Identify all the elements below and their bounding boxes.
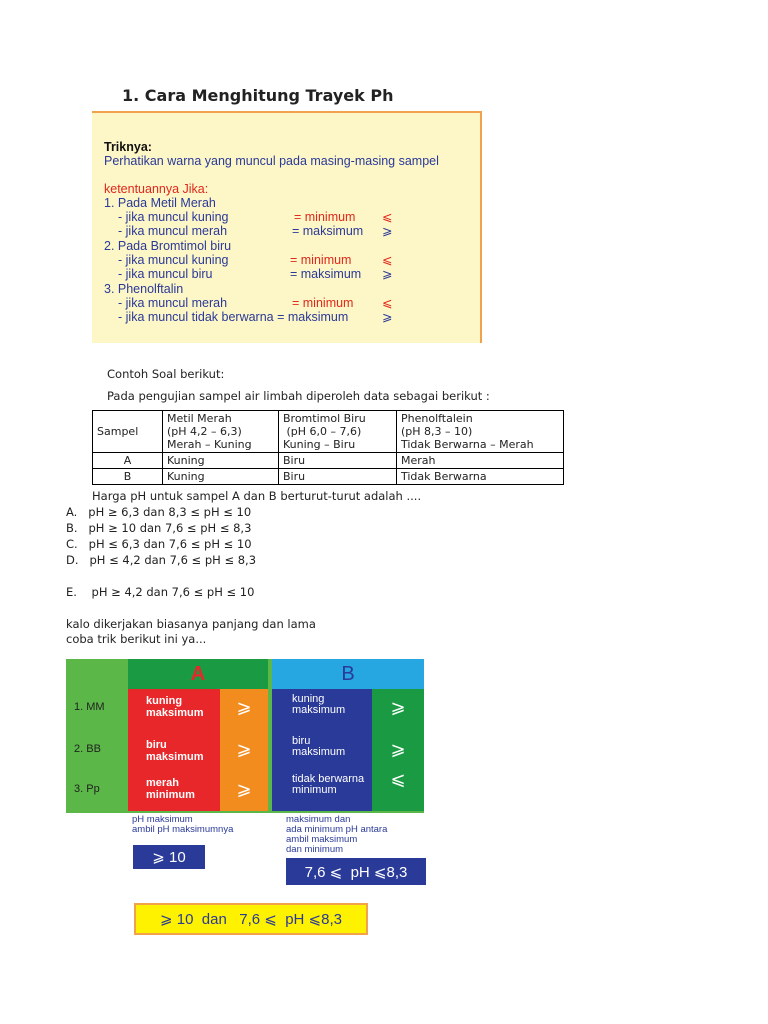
trick-box [92,111,482,343]
greater-equal-icon: ⩾ [390,696,406,717]
option-a: A. pH ≥ 6,3 dan 8,3 ≤ pH ≤ 10 [66,505,252,519]
trick-title: Triknya: [104,140,152,154]
greater-equal-icon: ⩾ [236,778,252,799]
example-title: Contoh Soal berikut: [107,367,225,381]
row-label-bb: 2. BB [74,743,101,755]
greater-equal-icon: ⩾ [382,310,393,324]
page-heading: 1. Cara Menghitung Trayek Ph [122,86,394,105]
result-a-badge: ⩾ 10 [133,845,205,869]
less-equal-icon: ⩽ [382,253,393,267]
tip-line-1: kalo dikerjakan biasanya panjang dan lama [66,617,316,631]
less-equal-icon: ⩽ [382,210,393,224]
table-header-sampel: Sampel [93,411,163,453]
trick-s2-b-result: = maksimum [290,267,362,281]
trick-s2-title: 2. Pada Bromtimol biru [104,239,232,253]
trick-s3-a-result: = minimum [292,296,354,310]
trick-s3-title: 3. Phenolftalin [104,282,184,296]
note-a: pH maksimum ambil pH maksimumnya [132,814,234,835]
b-bb-cell: biru maksimum [292,735,346,758]
column-a-header: A [128,659,268,689]
a-pp-cell: merah minimum [146,777,195,801]
trick-s2-a-result: = minimum [290,253,352,267]
trick-infographic [66,659,424,813]
note-b: maksimum dan ada minimum pH antara ambil maksimum dan minimum [286,814,388,855]
option-d: D. pH ≤ 4,2 dan 7,6 ≤ pH ≤ 8,3 [66,553,257,567]
trick-s1-a: - jika muncul kuning [118,210,229,224]
trick-s3-b: - jika muncul tidak berwarna = maksimum [118,310,349,324]
option-b: B. pH ≥ 10 dan 7,6 ≤ pH ≤ 8,3 [66,521,252,535]
greater-equal-icon: ⩾ [382,267,393,281]
row-label-mm: 1. MM [74,701,105,713]
option-e: E. pH ≥ 4,2 dan 7,6 ≤ pH ≤ 10 [66,585,255,599]
table-row: A Kuning Biru Merah [93,453,564,469]
result-b-badge: 7,6 ⩽ pH ⩽8,3 [286,858,426,885]
less-equal-icon: ⩽ [390,768,406,789]
trick-s1-b: - jika muncul merah [118,224,228,238]
row-label-pp: 3. Pp [74,783,100,795]
greater-equal-icon: ⩾ [382,224,393,238]
trick-intro: Perhatikan warna yang muncul pada masing-masing sampel [104,154,439,168]
trick-s1-title: 1. Pada Metil Merah [104,196,216,210]
trick-s1-b-result: = maksimum [292,224,364,238]
data-table [92,410,564,485]
greater-equal-icon: ⩾ [236,696,252,717]
table-header-metil-merah: Metil Merah (pH 4,2 – 6,3) Merah – Kuning [163,411,279,453]
less-equal-icon: ⩽ [382,296,393,310]
question-text: Harga pH untuk sampel A dan B berturut-turut adalah .... [92,489,422,503]
trick-s1-a-result: = minimum [294,210,356,224]
greater-equal-icon: ⩾ [236,738,252,759]
a-bb-cell: biru maksimum [146,739,204,763]
table-header-phenolftalein: Phenolftalein (pH 8,3 – 10) Tidak Berwarna – Merah [397,411,564,453]
trick-s3-a: - jika muncul merah [118,296,228,310]
greater-equal-icon: ⩾ [390,738,406,759]
trick-s2-a: - jika muncul kuning [118,253,229,267]
b-pp-cell: tidak berwarna minimum [292,773,365,796]
table-header-row [93,411,564,453]
column-b-header: B [272,659,424,689]
a-mm-cell: kuning maksimum [146,695,204,719]
trick-rule: ketentuannya Jika: [104,182,209,196]
final-answer-box: ⩾ 10 dan 7,6 ⩽ pH ⩽8,3 [134,903,368,935]
tip-line-2: coba trik berikut ini ya... [66,632,207,646]
option-c: C. pH ≤ 6,3 dan 7,6 ≤ pH ≤ 10 [66,537,252,551]
table-row: B Kuning Biru Tidak Berwarna [93,469,564,485]
example-intro: Pada pengujian sampel air limbah diperoleh data sebagai berikut : [107,389,490,403]
b-mm-cell: kuning maksimum [292,693,346,716]
trick-s2-b: - jika muncul biru [118,267,213,281]
table-header-bromtimol-biru: Bromtimol Biru (pH 6,0 – 7,6) Kuning – Biru [279,411,397,453]
